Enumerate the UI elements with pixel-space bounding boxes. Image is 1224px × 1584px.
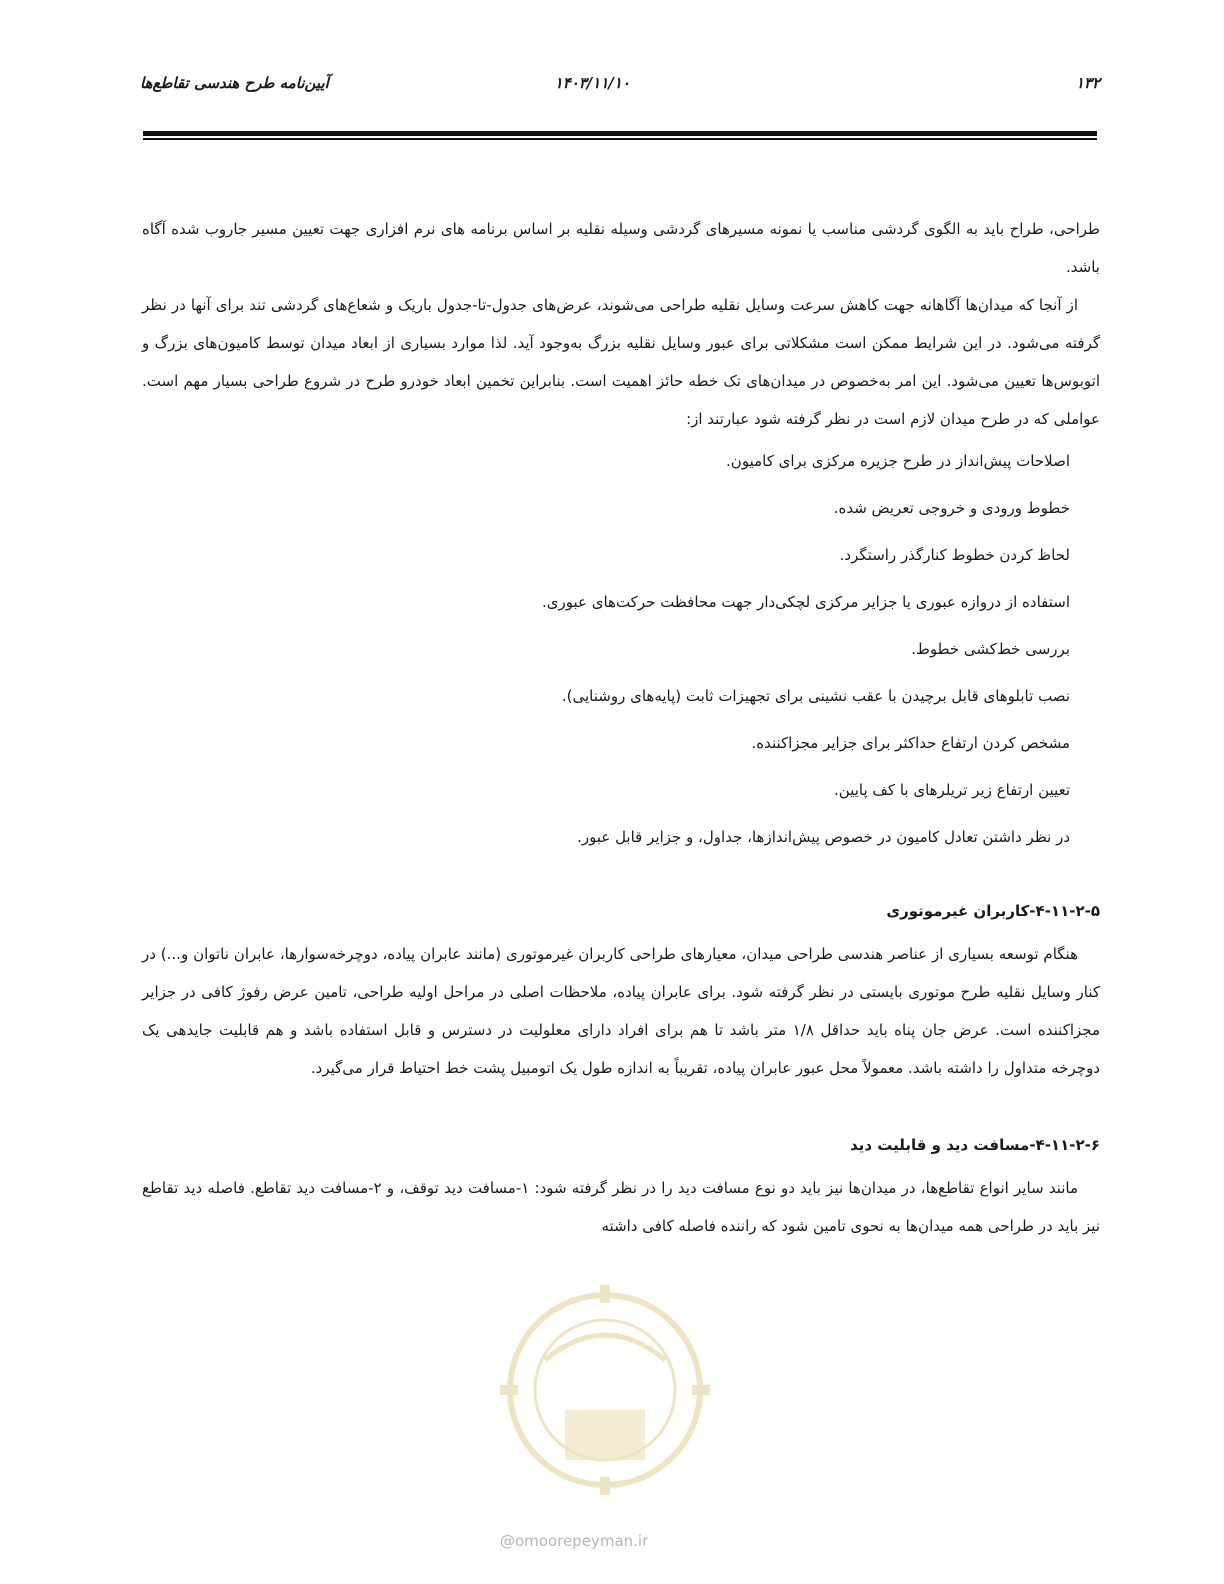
page-header	[140, 74, 1100, 102]
list-item: استفاده از دروازه عبوری یا جزایر مرکزی لچکی‌دار جهت محافظت حرکت‌های عبوری.	[541, 593, 1070, 611]
paragraph-1: طراحی، طراح باید به الگوی گردشی مناسب یا نمونه مسیرهای گردشی وسیله نقلیه بر اساس برنامه های نرم افزاری جهت تعیین مسیر جاروب شده آگاه باشد.	[142, 220, 1100, 276]
section-heading-6: ۴-۱۱-۲-۶-مسافت دید و قابلیت دید	[850, 1136, 1100, 1154]
list-item: مشخص کردن ارتفاع حداکثر برای جزایر مجزاکننده.	[751, 734, 1070, 752]
list-item: تعیین ارتفاع زیر تریلرهای با کف پایین.	[833, 781, 1070, 799]
page-body	[142, 210, 1100, 1245]
section-heading-5: ۴-۱۱-۲-۵-کاربران غیرموتوری	[886, 902, 1100, 920]
list-item: بررسی خط‌کشی خطوط.	[911, 640, 1070, 658]
list-item: نصب تابلوهای قابل برچیدن با عقب نشینی برای تجهیزات ثابت (پایه‌های روشنایی).	[561, 687, 1070, 705]
paragraph-2: از آنجا که میدان‌ها آگاهانه جهت کاهش سرعت وسایل نقلیه طراحی می‌شوند، عرض‌های جدول-تا-جدول باریک و شعاع‌های گردشی تند برای آنها در نظر گرفته می‌شود. در این شرایط ممکن است مشکلاتی برای عبور وسایل نقلیه بزرگ به‌وجود آید. لذا موارد بسیاری از ابعاد میدان توسط کامیون‌های بزرگ و اتوبوس‌ها تعیین می‌شود. این امر به‌خصوص در میدان‌های تک خطه حائز اهمیت است. بنابراین تخمین ابعاد خودرو طرح در شروع طراحی بسیار مهم است. عواملی که در طرح میدان لازم است در نظر گرفته شود عبارتند از:	[142, 296, 1100, 428]
section-6-body: مانند سایر انواع تقاطع‌ها، در میدان‌ها نیز باید دو نوع مسافت دید را در نظر گرفته شود: ۱-مسافت دید توقف، و ۲-مسافت دید تقاطع. فاصله دید تقاطع نیز باید در طراحی همه میدان‌ها به نحوی تامین شود که راننده فاصله کافی داشته	[142, 1179, 1100, 1235]
header-rule-thin	[143, 138, 1097, 140]
list-item: خطوط ورودی و خروجی تعریض شده.	[833, 499, 1070, 517]
factor-list	[142, 438, 1100, 861]
watermark-url: @omoorepeyman.ir	[500, 1532, 649, 1550]
header-doc-title: آیین‌نامه طرح هندسی تقاطع‌ها	[140, 74, 329, 92]
list-item: در نظر داشتن تعادل کامیون در خصوص پیش‌اندازها، جداول، و جزایر قابل عبور.	[577, 828, 1070, 846]
watermark-seal-icon	[485, 1280, 725, 1500]
header-rule-thick	[143, 131, 1097, 136]
list-item: اصلاحات پیش‌انداز در طرح جزیره مرکزی برای کامیون.	[726, 452, 1070, 470]
section-5-body: هنگام توسعه بسیاری از عناصر هندسی طراحی میدان، معیارهای طراحی کاربران غیرموتوری (مانند عابران پیاده، دوچرخه‌سوارها، عابران ناتوان و...) در کنار وسایل نقلیه طرح موتوری بایستی در نظر گرفته شود. برای عابران پیاده، ملاحظات اصلی در مراحل اولیه طراحی، تامین عرض رفوژ کافی در جزایر مجزاکننده است. عرض جان پناه باید حداقل ۱/۸ متر باشد تا هم برای افراد دارای معلولیت در دسترس و قابل استفاده باشد و هم قابلیت جایدهی یک دوچرخه متداول را داشته باشد. معمولاً محل عبور عابران پیاده، تقریباً به اندازه طول یک اتومبیل پشت خط احتیاط قرار می‌گیرد.	[142, 945, 1101, 1077]
header-date: ۱۴۰۳/۱۱/۱۰	[554, 74, 630, 92]
page-number: ۱۳۲	[1075, 74, 1100, 92]
list-item: لحاظ کردن خطوط کنارگذر راستگرد.	[839, 546, 1070, 564]
